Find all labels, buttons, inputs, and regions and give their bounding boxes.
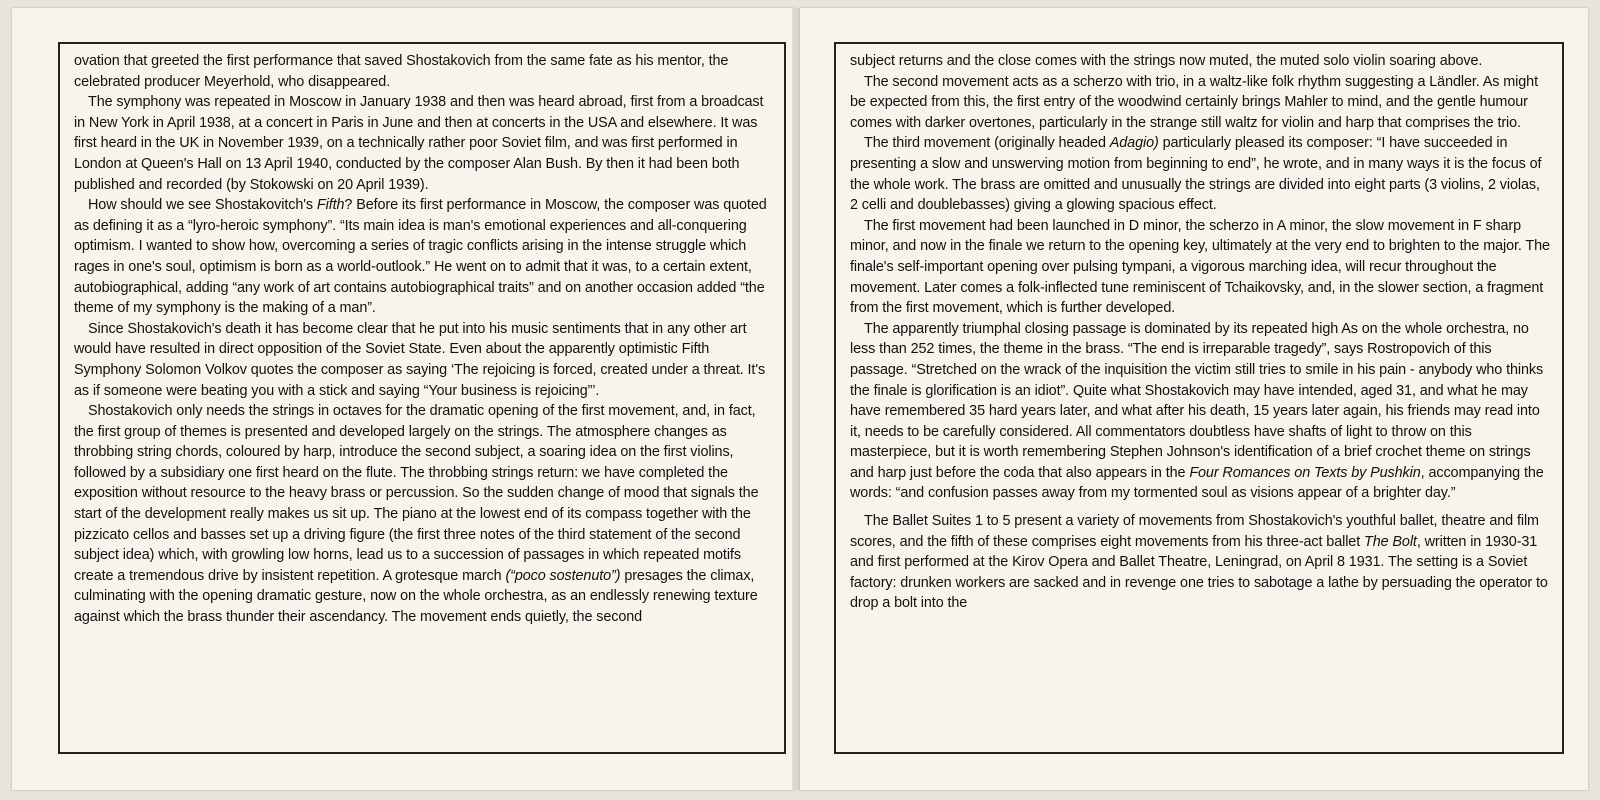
right-paragraph-3: The third movement (originally headed Adagio) particularly pleased its composer: “I have succeeded in presenting a slow and unswerving motion from beginning to end”, he wrote, and in many ways it is the focus of the whole work. The brass are omitted and unusually the strings are divided into eight parts (3 violins, 2 violas, 2 celli and doublebasses) giving a glowing spacious effect.	[850, 135, 1542, 214]
right-paragraph-5: The apparently triumphal closing passage is dominated by its repeated high As on the whole orchestra, no less than 252 times, the theme in the brass. “The end is irreparable tragedy”, says Rostropovich of this passage. “Stretched on the wrack of the inquisition the victim still tries to smile in his pain - anybody who thinks the finale is glorification is an idiot”. Quite what Shostakovich may have intended, aged 31, and what he may have remembered 35 hard years later, and what after his death, 15 years later again, his friends may read into it, needs to be carefully considered. All commentators doubtless have shafts of light to throw on this masterpiece, but it is worth remembering Stephen Johnson's identification of a brief crochet theme on strings and harp just before the coda that also appears in the Four Romances on Texts by Pushkin, accompanying the words: “and confusion passes away from my tormented soul as visions appear of a brighter day.”	[850, 320, 1544, 502]
right-paragraph-4: The first movement had been launched in D minor, the scherzo in A minor, the slow movement in F sharp minor, and now in the finale we return to the opening key, ultimately at the very end to brighten to the major. The finale's self-important opening over pulsing tympani, a vigorous marching idea, will recur throughout the movement. Later comes a folk-inflected tune reminiscent of Tchaikovsky, and, in the slower section, a fragment from the first movement, which is further developed.	[850, 217, 1550, 317]
right-page-text	[850, 51, 1550, 614]
right-paragraph-1: subject returns and the close comes with the strings now muted, the muted solo violin soaring above.	[850, 53, 1483, 69]
left-paragraph-1: ovation that greeted the first performance that saved Shostakovich from the same fate as his mentor, the celebrated producer Meyerhold, who disappeared.	[74, 53, 729, 90]
right-page	[800, 8, 1588, 790]
left-paragraph-3: How should we see Shostakovitch's Fifth? Before its first performance in Moscow, the composer was quoted as defining it as a “lyro-heroic symphony”. “Its main idea is man's emotional experiences and all-conquering optimism. I wanted to show how, overcoming a series of tragic conflicts arising in the intense struggle which rages in one's soul, optimism is born as a world-outlook.” He went on to admit that it was, to a certain extent, autobiographical, adding “any work of art contains autobiographical traits” and on another occasion added “the theme of my symphony is the making of a man”.	[74, 197, 767, 317]
left-paragraph-5: Shostakovich only needs the strings in octaves for the dramatic opening of the first movement, and, in fact, the first group of themes is presented and developed largely on the strings. The atmosphere changes as throbbing string chords, coloured by harp, introduce the second subject, a soaring idea on the first violins, followed by a subsidiary one first heard on the flute. The throbbing strings return: we have completed the exposition without resource to the heavy brass or percussion. So the sudden change of mood that signals the start of the development really makes us sit up. The piano at the lowest end of its compass together with the pizzicato cellos and basses set up a driving figure (the first three notes of the third statement of the second subject idea) which, with growling low horns, lead us to a succession of passages in which repeated motifs create a tremendous drive by insistent repetition. A grotesque march (“poco sostenuto”) presages the climax, culminating with the opening dramatic gesture, now on the whole orchestra, as an endlessly renewing texture against which the brass thunder their ascendancy. The movement ends quietly, the second	[74, 403, 759, 626]
left-paragraph-4: Since Shostakovich's death it has become clear that he put into his music sentiments that in any other art would have resulted in direct opposition of the Soviet State. Even about the apparently optimistic Fifth Symphony Solomon Volkov quotes the composer as saying ‘The rejoicing is forced, created under a threat. It's as if someone were beating you with a stick and saying “Your business is rejoicing”’.	[74, 320, 766, 399]
right-paragraph-2: The second movement acts as a scherzo with trio, in a waltz-like folk rhythm suggesting a Ländler. As might be expected from this, the first entry of the woodwind certainly brings Mahler to mind, and the gentle humour comes with darker overtones, particularly in the strange still waltz for violin and harp that comprises the trio.	[850, 73, 1538, 131]
right-text-frame	[834, 42, 1564, 754]
right-paragraph-6: The Ballet Suites 1 to 5 present a variety of movements from Shostakovich's youthful ballet, theatre and film scores, and the fifth of these comprises eight movements from his three-act ballet The Bolt, written in 1930-31 and first performed at the Kirov Opera and Ballet Theatre, Leningrad, on April 8 1931. The setting is a Soviet factory: drunken workers are sacked and in revenge one tries to sabotage a lathe by persuading the operator to drop a bolt into the	[850, 513, 1548, 612]
left-text-frame	[58, 42, 786, 754]
left-page-text	[74, 51, 772, 628]
left-paragraph-2: The symphony was repeated in Moscow in January 1938 and then was heard abroad, first from a broadcast in New York in April 1938, at a concert in Paris in June and then at concerts in the USA and elsewhere. It was first heard in the UK in November 1939, on a technically rather poor Soviet film, and was first performed in London at Queen's Hall on 13 April 1940, conducted by the composer Alan Bush. By then it had been both published and recorded (by Stokowski on 20 April 1939).	[74, 94, 764, 193]
left-page	[12, 8, 794, 790]
